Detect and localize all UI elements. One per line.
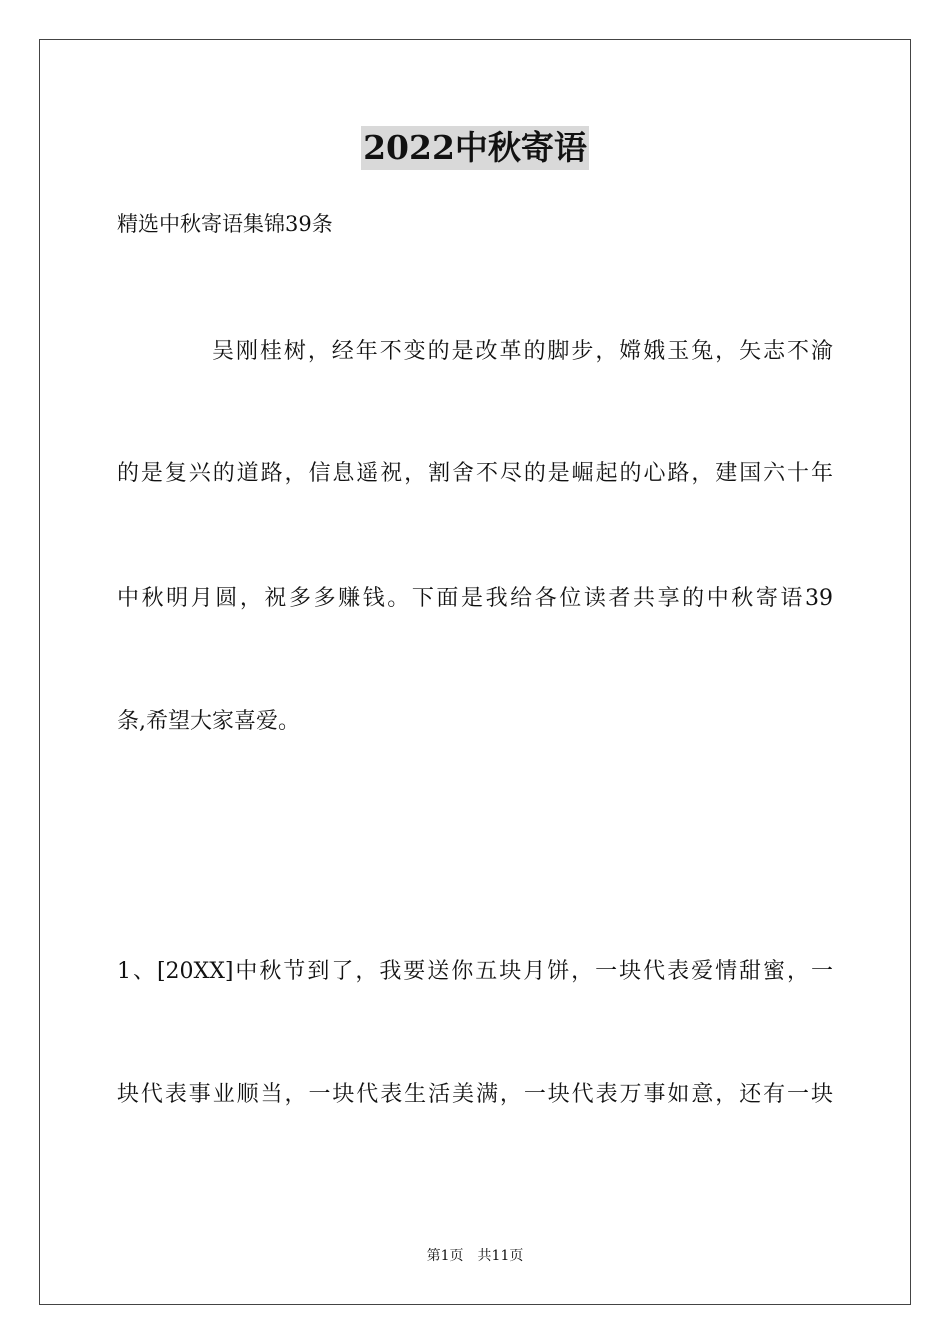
paragraph-line: 条,希望大家喜爱。 bbox=[117, 709, 300, 734]
paragraph-line: 的是复兴的道路，信息遥祝，割舍不尽的是崛起的心路，建国六十年 bbox=[117, 461, 833, 486]
list-item-line: 1、[20XX]中秋节到了，我要送你五块月饼，一块代表爱情甜蜜，一 bbox=[117, 959, 833, 984]
paragraph-line: 吴刚桂树，经年不变的是改革的脚步，嫦娥玉兔，矢志不渝 bbox=[212, 339, 833, 364]
page-footer: 第1页 共11页 bbox=[426, 1248, 524, 1264]
document-title: 2022中秋寄语 bbox=[361, 126, 589, 170]
document-subtitle: 精选中秋寄语集锦39条 bbox=[117, 212, 333, 236]
list-item-line: 块代表事业顺当，一块代表生活美满，一块代表万事如意，还有一块 bbox=[117, 1082, 833, 1107]
paragraph-line: 中秋明月圆，祝多多赚钱。下面是我给各位读者共享的中秋寄语39 bbox=[117, 586, 833, 611]
title-container bbox=[0, 126, 950, 170]
